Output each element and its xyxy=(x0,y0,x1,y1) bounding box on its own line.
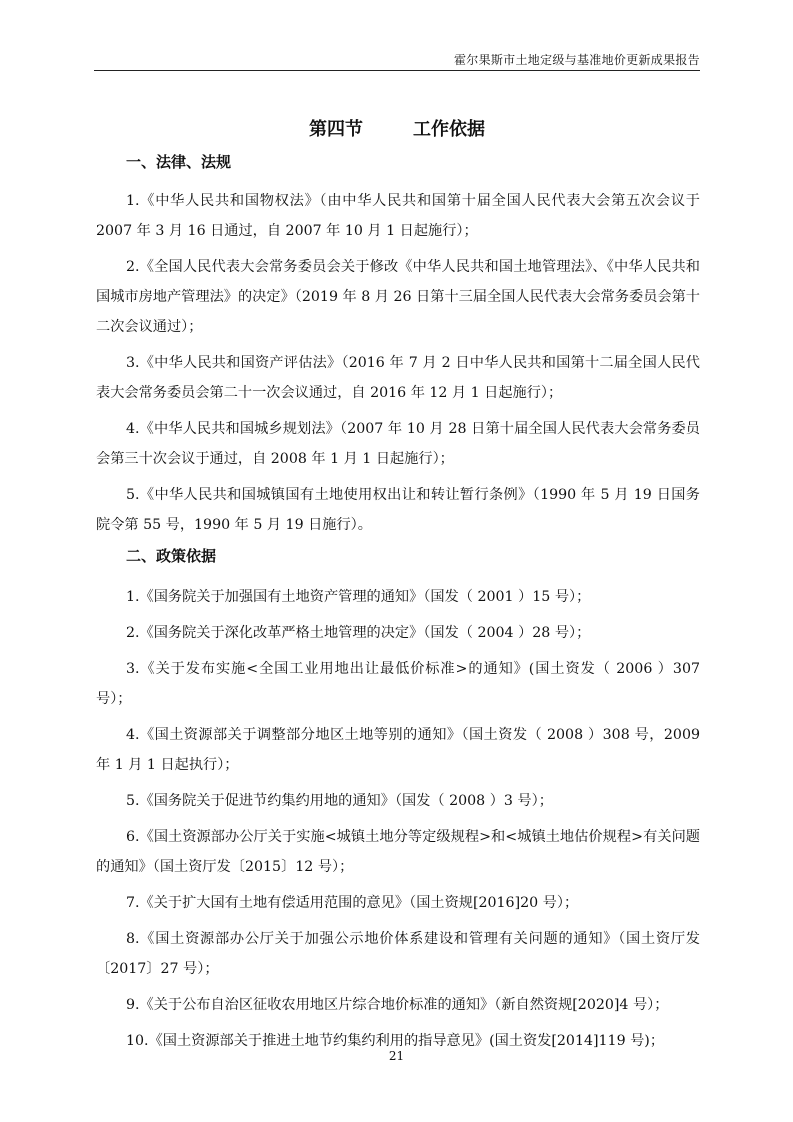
list-item: 2.《国务院关于深化改革严格土地管理的决定》（国发（ 2004 ）28 号）； xyxy=(126,625,591,641)
list-item: 5.《中华人民共和国城镇国有土地使用权出让和转让暂行条例》（1990 年 5 月 19 日国务院令第 55 号，1990 年 5 月 19 日施行）。 xyxy=(96,487,700,533)
list-item: 1.《中华人民共和国物权法》（由中华人民共和国第十届全国人民代表大会第五次会议于 2007 年 3 月 16 日通过，自 2007 年 10 月 1 日起施行）； xyxy=(96,193,700,239)
list-item: 7.《关于扩大国有土地有偿适用范围的意见》（国土资规[2016]20 号）； xyxy=(126,895,579,911)
section-name: 工作依据 xyxy=(413,119,485,140)
list-item: 8.《国土资源部办公厅关于加强公示地价体系建设和管理有关问题的通知》（国土资厅发〔2017〕27 号）； xyxy=(96,931,700,977)
list-item: 3.《关于发布实施<全国工业用地出让最低价标准>的通知》(国土资发（ 2006 ）307 号）； xyxy=(96,661,700,707)
running-header: 霍尔果斯市土地定级与基准地价更新成果报告 xyxy=(453,53,700,67)
header-rule xyxy=(94,70,700,71)
list-item: 9.《关于公布自治区征收农用地区片综合地价标准的通知》（新自然资规[2020]4 号）； xyxy=(126,997,669,1013)
list-item: 6.《国土资源部办公厅关于实施<城镇土地分等定级规程>和<城镇土地估价规程>有关问题的通知》（国土资厅发〔2015〕12 号）； xyxy=(96,829,700,875)
list-item: 3.《中华人民共和国资产评估法》（2016 年 7 月 2 日中华人民共和国第十二届全国人民代表大会常务委员会第二十一次会议通过，自 2016 年 12 月 1 日起施行）； xyxy=(96,355,700,401)
document-body xyxy=(96,152,700,1056)
list-item: 4.《国土资源部关于调整部分地区土地等别的通知》（国土资发（ 2008 ）308 号，2009 年 1 月 1 日起执行）； xyxy=(96,727,700,773)
list-item: 5.《国务院关于促进节约集约用地的通知》（国发（ 2008 ）3 号）； xyxy=(126,793,553,809)
subsection-heading-policies: 二、政策依据 xyxy=(126,547,217,565)
list-item: 10.《国土资源部关于推进土地节约集约利用的指导意见》(国土资发[2014]119 号)； xyxy=(126,1033,665,1049)
section-number: 第四节 xyxy=(309,119,363,140)
page-number: 21 xyxy=(388,1049,405,1063)
list-item: 4.《中华人民共和国城乡规划法》（2007 年 10 月 28 日第十届全国人民代表大会常务委员会第三十次会议于通过，自 2008 年 1 月 1 日起施行）； xyxy=(96,421,700,467)
list-item: 1.《国务院关于加强国有土地资产管理的通知》（国发（ 2001 ）15 号）； xyxy=(126,589,591,605)
list-item: 2.《全国人民代表大会常务委员会关于修改《中华人民共和国土地管理法》、《中华人民共和国城市房地产管理法》的决定》（2019 年 8 月 26 日第十三届全国人民代表大会常务委员会第十二次会议通过）； xyxy=(96,259,700,335)
section-title xyxy=(94,118,700,142)
subsection-heading-laws: 一、法律、法规 xyxy=(126,153,232,171)
